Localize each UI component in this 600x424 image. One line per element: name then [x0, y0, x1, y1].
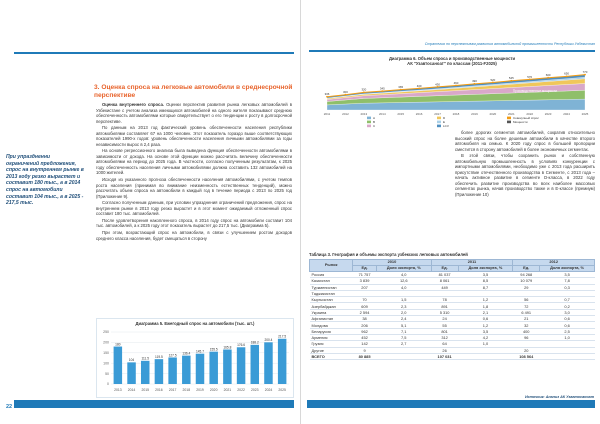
paragraph: В этой связи, чтобы сохранить рынок и собственную автомобильную промышленность в условиях конкуренции с импортными автомобилями, необходимо уже с 2013 года расширить присутствие отечественного производства в Сегменте, с 2013 года – начать активное развитие в сегменте D-класса, в 2022 году обеспечить развитие производства во всех наиболее массовых сегментах рынка, начав производство также и в Е-классе (премиум) (Приложение 10): [455, 153, 595, 197]
cell-value: 0,2: [540, 303, 595, 309]
x-tick-label: 2020: [209, 388, 218, 392]
chart-title-line2: АК "Узавтосаноат" по классам (2011-F2025): [407, 61, 497, 66]
cell-value: 29: [513, 284, 540, 290]
cell-country: Армения: [310, 334, 353, 340]
cell-value: 312: [431, 334, 458, 340]
cell-value: 1,0: [458, 341, 513, 347]
col-subheader: Доля экспорта, %: [376, 266, 431, 272]
legend-label: B: [373, 120, 376, 124]
area-chart-capacity: [311, 56, 593, 132]
data-label: 165.8: [223, 345, 232, 350]
paragraph: [96, 125, 292, 147]
cell-value: 8 061: [431, 278, 458, 284]
y-tick-label: 150: [103, 351, 109, 355]
col-header-year: 2010: [353, 260, 431, 266]
cell-value: 12,6: [376, 278, 431, 284]
y-tick-label: 0: [107, 382, 109, 387]
paragraph: [96, 230, 292, 241]
x-tick-label: 2025: [278, 388, 286, 392]
cell-value: 20: [513, 347, 540, 353]
x-tick-label: 2019: [471, 112, 478, 116]
cell-value: 2,1: [458, 309, 513, 315]
section-title: 3. Оценка спроса на легковые автомобили в среднесрочной перспективе: [94, 84, 293, 99]
legend-swatch: [507, 121, 511, 124]
cell-value: 78: [431, 297, 458, 303]
x-tick-label: 2015: [397, 112, 405, 116]
x-tick-label: 2022: [237, 388, 245, 392]
cell-value: 26: [431, 347, 458, 353]
legend-swatch: [437, 121, 441, 124]
paragraph-text: Оценки перспектив развития рынка легковых автомобилей в Узбекистане с учетом анализа имеющихся автомобилей на одного жителя показывают среднюю обеспеченность автомобилями которые свидетельствует о его тенденции к росту в долгосрочной перспективе.: [96, 102, 292, 124]
cell-value: 1,0: [540, 334, 595, 340]
cell-country: Туркменистан: [310, 284, 353, 290]
paragraph: [96, 102, 292, 124]
data-label: 460: [453, 80, 459, 85]
cell-country: Азербайджан: [310, 303, 353, 309]
x-tick-label: 2024: [563, 112, 570, 116]
data-label: 320: [361, 87, 367, 92]
cell-value: 5 310: [431, 309, 458, 315]
cell-value: 10 079: [513, 278, 540, 284]
cell-value: 64: [431, 341, 458, 347]
cell-value: 1,2: [458, 297, 513, 303]
header-rule: [14, 52, 294, 54]
data-label: 104: [128, 358, 135, 363]
x-tick-label: 2012: [342, 112, 349, 116]
cell-value: 6 491: [513, 309, 540, 315]
paragraph-lead: Оценка внутреннего спроса.: [102, 102, 164, 107]
cell-value: 96: [513, 334, 540, 340]
x-tick-label: 2017: [434, 112, 441, 116]
cell-value: 4,2: [458, 334, 513, 340]
data-label: 145.7: [196, 349, 204, 354]
cell-country: Казахстан: [310, 278, 353, 284]
cell-value: 81 037: [431, 272, 458, 278]
bar: [237, 347, 245, 384]
bar: [168, 357, 176, 384]
x-tick-label: 2019: [196, 388, 204, 392]
x-tick-label: 2013: [114, 388, 122, 392]
page-number: 22: [6, 404, 13, 410]
x-tick-label: 2016: [415, 112, 423, 116]
cell-value: 8,7: [458, 284, 513, 290]
x-tick-label: 2013: [360, 112, 368, 116]
cell-value: 2,5: [540, 328, 595, 334]
legend-swatch: [507, 117, 511, 120]
cell-value: 452: [353, 334, 377, 340]
cell-value: 56: [513, 297, 540, 303]
cell-value: 2,3: [376, 303, 431, 309]
source-note: Источник: Анализ АК Узавтосаноат: [524, 395, 594, 399]
y-tick-label: 200: [103, 340, 109, 345]
x-tick-label: 2016: [155, 388, 163, 392]
bar: [114, 347, 122, 384]
col-subheader: Ед.: [353, 266, 377, 272]
cell-value: 108 564: [513, 353, 540, 359]
data-label: 545: [508, 76, 514, 81]
paragraph-text: По данным на 2013 год фактический уровень обеспеченности населения республики автомобилями составляет 67 на 1000 человек. Этот показатель гораздо выше соответствующих показателей 1990-х годов: уровень обеспеченности населения личными автомобилями за годы независимости вырос в 2,4 раза.: [96, 125, 292, 147]
data-label: 770: [582, 70, 588, 75]
paragraph: более дорогих сегментов автомобилей, сократив относительно высокий спрос на более дешевые автомобили в качестве второго автомобиля на семью. К 2020 году спрос в большей пропорции сместится в сторону автомобилей в более экономичных сегментах.: [455, 130, 595, 152]
cell-value: 891: [431, 303, 458, 309]
cell-country: Афганистан: [310, 316, 353, 322]
cell-value: 2,0: [376, 309, 431, 315]
col-subheader: Доля экспорта, %: [458, 266, 513, 272]
paragraph-text: Согласно полученным данным, при условии упразднения ограничений предложения, спрос на внутреннем рынке в 2013 году резко вырастет и в этот момент ожидаемый отложенный спрос составит 180 тыс. автомобилей.: [96, 200, 292, 217]
col-subheader: Ед.: [513, 266, 540, 272]
data-label: 490: [472, 79, 477, 84]
data-label: 180: [115, 342, 121, 347]
cell-value: [376, 353, 431, 359]
cell-value: 5,1: [376, 322, 431, 328]
sidebar-note: При упраздненни ограничений предложения, спрос на внутреннем рынке в 2013 году резко вырастет и составит 180 тыс., а в 2014 спрос на автомобили составит 104 тыс., а в 2025 - 217,5 тыс.: [6, 154, 84, 207]
cell-value: 3,5: [540, 272, 595, 278]
data-label: 217.5: [278, 334, 287, 339]
data-label: 300: [343, 90, 348, 95]
x-tick-label: 2011: [323, 112, 331, 116]
cell-value: 7,1: [376, 328, 431, 334]
cell-value: 4,0: [376, 284, 431, 290]
right-page: [300, 0, 600, 424]
legend-swatch: [437, 117, 441, 120]
cell-value: 9: [353, 347, 377, 353]
legend-label: A: [373, 116, 376, 120]
col-header-country: Рынок: [310, 260, 353, 272]
x-tick-label: 2018: [452, 112, 460, 116]
running-header: Стратегия по перспективам развития автомобильной промышленности Республики Узбекистан: [424, 42, 595, 46]
data-label: 336: [324, 92, 330, 97]
data-label: 111.5: [141, 356, 149, 361]
data-label: 520: [490, 77, 496, 82]
x-tick-label: 2017: [168, 388, 177, 392]
legend-label: D: [443, 116, 446, 120]
cell-value: 2,7: [376, 341, 431, 347]
x-tick-label: 2022: [526, 112, 534, 116]
chart-title-line1: Диаграмма 6. Объем спроса и производственные мощности: [388, 56, 516, 61]
cell-country: Таджикистан: [310, 290, 353, 296]
data-label: 365: [398, 85, 404, 89]
bar: [127, 362, 135, 384]
data-label: 400: [416, 83, 422, 88]
x-tick-label: 2023: [544, 112, 552, 116]
cell-country: Другие: [310, 347, 353, 353]
table-caption: Таблица 3. География и объемы экспорта узбекских легковых автомобилей: [309, 252, 468, 257]
cell-value: 21: [513, 316, 540, 322]
data-label: 600: [545, 73, 551, 78]
col-header-year: 2012: [513, 260, 595, 266]
cell-country: Украина: [310, 309, 353, 315]
data-label: 155.5: [209, 347, 218, 352]
cell-value: 3,5: [458, 272, 513, 278]
footer-bar: [14, 400, 294, 408]
cell-value: 70: [353, 297, 377, 303]
cell-value: 71 757: [353, 272, 377, 278]
cell-value: 0,6: [458, 316, 513, 322]
cell-value: 0,6: [540, 316, 595, 322]
col-subheader: Доля экспорта, %: [540, 266, 595, 272]
table-row: [310, 353, 595, 359]
bar: [251, 345, 259, 384]
legend-swatch: [367, 121, 371, 124]
data-label: 136.4: [182, 351, 191, 356]
bar: [141, 361, 149, 384]
capacity-label: Производственные мощности: [512, 89, 557, 93]
x-tick-label: 2025: [581, 112, 589, 116]
x-tick-label: 2021: [223, 388, 232, 392]
y-tick-label: 100: [103, 361, 109, 366]
x-tick-label: 2018: [182, 388, 191, 392]
footer-bar: [307, 400, 595, 408]
cell-value: 449: [431, 284, 458, 290]
cell-value: 24: [431, 316, 458, 322]
cell-value: 1,2: [458, 322, 513, 328]
cell-value: 107 031: [431, 353, 458, 359]
chart-title: Диаграмма 5. Ежегодный спрос на автомобили (тыс. шт.): [135, 321, 255, 326]
cell-value: 55: [431, 322, 458, 328]
cell-value: 7,5: [376, 334, 431, 340]
cell-value: 207: [353, 284, 377, 290]
cell-value: [540, 353, 595, 359]
x-tick-label: 2014: [127, 388, 136, 392]
cell-value: 3 839: [353, 278, 377, 284]
cell-value: 80 885: [353, 353, 377, 359]
bar: [278, 339, 286, 384]
cell-value: 400: [513, 328, 540, 334]
paragraph: [96, 200, 292, 217]
cell-value: 206: [353, 322, 377, 328]
cell-value: [458, 353, 513, 359]
cell-value: 1,5: [376, 297, 431, 303]
cell-value: 142: [353, 341, 377, 347]
data-label: 345: [379, 86, 385, 91]
cell-value: 7,8: [540, 278, 595, 284]
paragraph: [96, 177, 292, 199]
x-tick-label: 2020: [489, 112, 497, 116]
area-chart-svg: [311, 66, 593, 132]
cell-country: Россия: [310, 272, 353, 278]
col-subheader: Ед.: [431, 266, 458, 272]
paragraph-text: При этом, возрастающий спрос на автомобили, в связи с улучшением ростом доходов среднего класса населения, будет смещаться в сторону: [96, 230, 292, 241]
data-label: 119.5: [155, 354, 163, 359]
legend-swatch: [437, 125, 441, 128]
data-label: 200.4: [264, 338, 273, 343]
cell-value: 1,8: [458, 303, 513, 309]
right-body-text: [455, 130, 595, 198]
legend-swatch: [367, 125, 371, 128]
paragraph-text: На основе регрессионного анализа была выведена функция обеспеченности автомобилями в зависимости от дохода. На основе этой функции можно рассчитать величину обеспеченности автомобилями на период до 2025 года. В частности, согласно полученным результатам, к 2025 году обеспеченность населения личными автомобилями должна составить 132 автомобилей на 1000 жителей.: [96, 148, 292, 176]
paragraph: [96, 148, 292, 176]
cell-country: Молдова: [310, 322, 353, 328]
cell-value: 962: [353, 328, 377, 334]
legend-swatch: [367, 117, 371, 120]
data-label: 188.2: [250, 340, 259, 345]
cell-value: 3,0: [540, 309, 595, 315]
bar: [209, 352, 217, 384]
cell-country: Беларусия: [310, 328, 353, 334]
bar: [223, 350, 231, 384]
bar-chart-demand: [96, 318, 294, 398]
x-tick-label: 2014: [378, 112, 386, 116]
bar: [264, 342, 272, 384]
cell-value: 38: [353, 316, 377, 322]
data-label: 176.6: [237, 343, 246, 348]
legend-label: E: [443, 120, 446, 124]
legend-label: LCV: [443, 124, 449, 128]
cell-value: 0,6: [540, 322, 595, 328]
cell-value: 72: [513, 303, 540, 309]
cell-value: 801: [431, 328, 458, 334]
legend-label: Мощности: [513, 120, 528, 124]
x-tick-label: 2015: [141, 388, 150, 392]
cell-value: 3,5: [458, 328, 513, 334]
bar: [155, 359, 163, 384]
cell-value: 2 594: [353, 309, 377, 315]
paragraph: [96, 218, 292, 229]
cell-value: 8,5: [458, 278, 513, 284]
cell-value: 4,0: [376, 272, 431, 278]
y-tick-label: 250: [103, 330, 109, 335]
bar: [196, 354, 204, 384]
x-tick-label: 2023: [250, 388, 259, 392]
data-label: 430: [435, 82, 440, 87]
bar-chart-svg: [97, 326, 293, 394]
data-label: 650: [564, 71, 569, 76]
export-table: [309, 259, 595, 360]
cell-value: 609: [353, 303, 377, 309]
x-tick-label: 2024: [264, 388, 273, 392]
legend-label: C: [373, 124, 376, 128]
col-header-year: 2011: [431, 260, 513, 266]
paragraph-text: После удовлетворения накопленного спроса, в 2014 году спрос на автомобили составит 104 тыс. автомобилей, а к 2025 году этот показатель вырастет до 217,5 тыс. (Диаграмма 5).: [96, 217, 292, 229]
data-label: 570: [527, 74, 533, 79]
cell-country: ВСЕГО: [310, 353, 353, 359]
header-rule: [309, 50, 595, 52]
page-number: 23: [587, 404, 594, 410]
cell-value: 0,7: [540, 297, 595, 303]
cell-value: 94 268: [513, 272, 540, 278]
left-body-text: [96, 102, 292, 242]
cell-country: Кыргызстан: [310, 297, 353, 303]
data-label: 127.5: [168, 353, 177, 358]
bar: [182, 356, 190, 384]
y-tick-label: 50: [105, 371, 109, 376]
paragraph-text: Исходя из указанного прогноза обеспеченности населения автомобилями, с учетом темпов роста населения (принимая во внимание неизменность естественных тенденций), можно рассчитать объем спроса на автомобили в каждый год в течение периода с 2013 по 2025 год (Приложение 9).: [96, 177, 292, 199]
cell-value: 32: [513, 322, 540, 328]
cell-country: Грузия: [310, 341, 353, 347]
legend-label: Совокупный спрос: [513, 116, 539, 120]
cell-value: 0,3: [540, 284, 595, 290]
cell-value: 2,4: [376, 316, 431, 322]
x-tick-label: 2021: [507, 112, 515, 116]
